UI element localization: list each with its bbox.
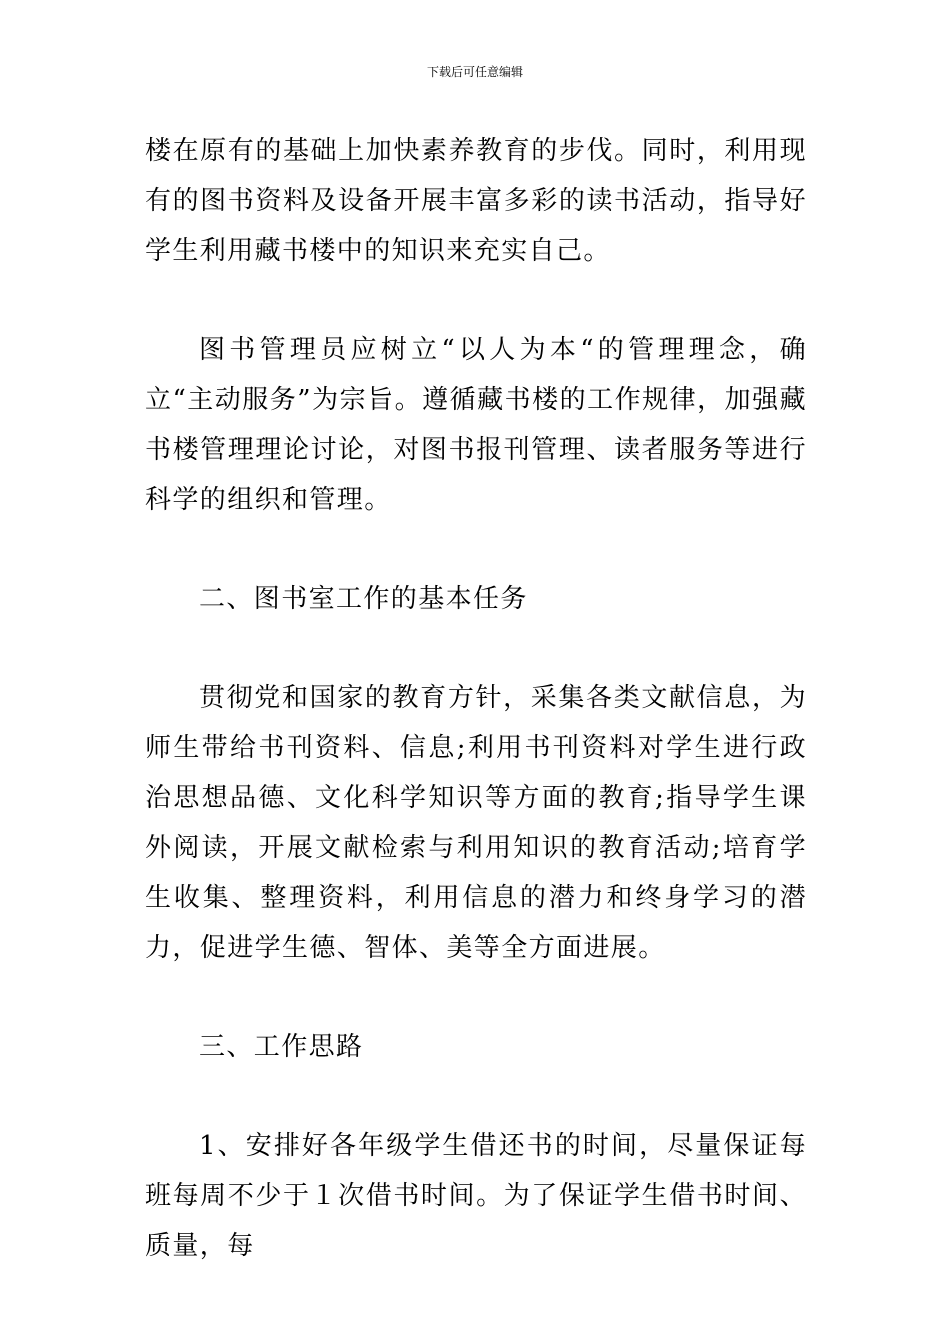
document-body bbox=[145, 126, 807, 1271]
page-header bbox=[0, 64, 950, 80]
paragraph-librarian-philosophy: 图书管理员应树立“以人为本“的管理理念，确立“主动服务”为宗旨。遵循藏书楼的工作规律，加强藏书楼管理理论讨论，对图书报刊管理、读者服务等进行科学的组织和管理。 bbox=[145, 335, 807, 515]
paragraph-continuation: 楼在原有的基础上加快素养教育的步伐。同时，利用现有的图书资料及设备开展丰富多彩的读书活动，指导好学生利用藏书楼中的知识来充实自己。 bbox=[145, 136, 807, 266]
section-heading-work-ideas: 三、工作思路 bbox=[199, 1032, 364, 1062]
paragraph-basic-tasks: 贯彻党和国家的教育方针，采集各类文献信息，为师生带给书刊资料、信息;利用书刊资料对学生进行政治思想品德、文化科学知识等方面的教育;指导学生课外阅读，开展文献检索与利用知识的教育活动;培育学生收集、整理资料，利用信息的潜力和终身学习的潜力，促进学生德、智体、美等全方面进展。 bbox=[145, 683, 807, 963]
paragraph-work-idea-1: 1、安排好各年级学生借还书的时间，尽量保证每班每周不少于１次借书时间。为了保证学生借书时间、质量，每 bbox=[145, 1131, 807, 1261]
header-note: 下载后可任意编辑 bbox=[426, 65, 523, 79]
section-heading-basic-tasks: 二、图书室工作的基本任务 bbox=[199, 584, 528, 614]
